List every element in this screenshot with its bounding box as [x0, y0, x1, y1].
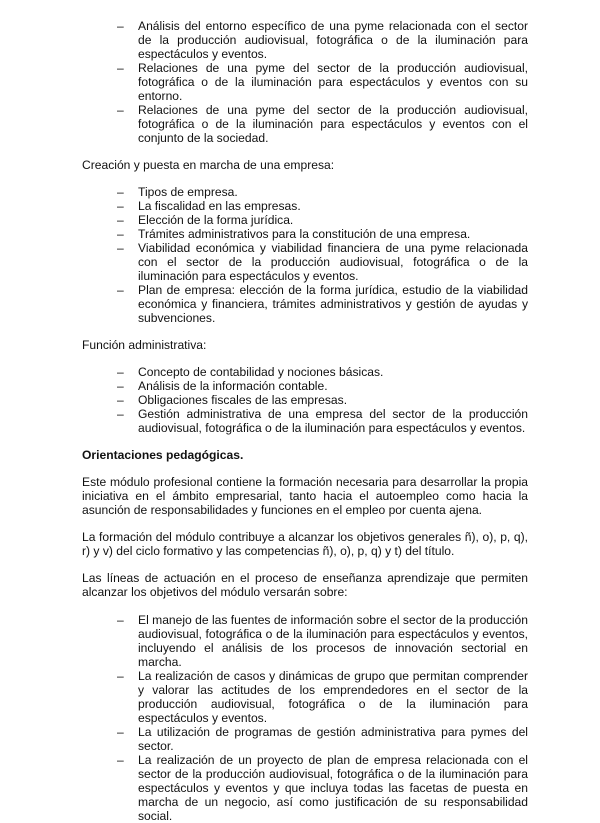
- orientaciones-heading: Orientaciones pedagógicas.: [82, 448, 244, 462]
- list-item: [82, 213, 528, 227]
- list-item: [82, 185, 528, 199]
- list-item: [82, 19, 528, 61]
- dash-bullet: –: [117, 61, 124, 75]
- dash-bullet: –: [117, 19, 124, 33]
- dash-bullet: –: [117, 407, 124, 421]
- list-item: [82, 227, 528, 241]
- dash-bullet: –: [117, 185, 124, 199]
- paragraph-objetivos: La formación del módulo contribuye a alcanzar los objetivos generales ñ), o), p, q), r) y v) del ciclo formativo y las competencias ñ), o), p, q) y t) del título.: [82, 530, 528, 558]
- list-item: [82, 753, 528, 823]
- list-item-text: Análisis de la información contable.: [138, 379, 328, 393]
- section-title-funcion-administrativa: Función administrativa:: [82, 338, 207, 352]
- document-page: [82, 19, 528, 823]
- list-item: [82, 283, 528, 325]
- list-item-text: Relaciones de una pyme del sector de la producción audiovisual, fotográfica o de la iluminación para espectáculos y eventos con su entorno.: [138, 61, 528, 103]
- dash-bullet: –: [117, 283, 124, 297]
- list-item-text: La fiscalidad en las empresas.: [138, 199, 301, 213]
- dash-bullet: –: [117, 103, 124, 117]
- list-item-text: Gestión administrativa de una empresa del sector de la producción audiovisual, fotográfica o de la iluminación para espectáculos y eventos.: [138, 407, 528, 435]
- list-item-text: La utilización de programas de gestión administrativa para pymes del sector.: [138, 725, 528, 753]
- dash-bullet: –: [117, 379, 124, 393]
- paragraph-lineas: Las líneas de actuación en el proceso de enseñanza aprendizaje que permiten alcanzar los objetivos del módulo versarán sobre:: [82, 571, 528, 599]
- list-item: [82, 725, 528, 753]
- dash-bullet: –: [117, 213, 124, 227]
- list-item-text: Plan de empresa: elección de la forma jurídica, estudio de la viabilidad económica y financiera, trámites administrativos y gestión de ayudas y subvenciones.: [138, 283, 528, 325]
- list-item: [82, 379, 528, 393]
- list-item-text: Trámites administrativos para la constitución de una empresa.: [138, 227, 471, 241]
- dash-bullet: –: [117, 725, 124, 739]
- list-item: [82, 407, 528, 435]
- list-item: [82, 199, 528, 213]
- list-item-text: Viabilidad económica y viabilidad financiera de una pyme relacionada con el sector de la producción audiovisual, fotográfica o de la iluminación para espectáculos y eventos.: [138, 241, 528, 283]
- list-item-text: El manejo de las fuentes de información sobre el sector de la producción audiovisual, fotográfica o de la iluminación para espectáculos y eventos, incluyendo el análisis de los procesos de innovación sectorial en marcha.: [138, 613, 528, 669]
- list-item-text: Análisis del entorno específico de una pyme relacionada con el sector de la producción audiovisual, fotográfica o de la iluminación para espectáculos y eventos.: [138, 19, 528, 61]
- list-item-text: Obligaciones fiscales de las empresas.: [138, 393, 348, 407]
- dash-bullet: –: [117, 241, 124, 255]
- dash-bullet: –: [117, 393, 124, 407]
- list-item-text: Tipos de empresa.: [138, 185, 238, 199]
- paragraph-intro: Este módulo profesional contiene la formación necesaria para desarrollar la propia iniciativa en el ámbito empresarial, tanto hacia el autoempleo como hacia la asunción de responsabilidades y funciones en el empleo por cuenta ajena.: [82, 475, 528, 517]
- dash-bullet: –: [117, 365, 124, 379]
- list-item-text: Relaciones de una pyme del sector de la producción audiovisual, fotográfica o de la iluminación para espectáculos y eventos con el conjunto de la sociedad.: [138, 103, 528, 145]
- list-item: [82, 669, 528, 725]
- list-funcion-administrativa: [82, 365, 528, 435]
- dash-bullet: –: [117, 199, 124, 213]
- list-item: [82, 241, 528, 283]
- list-item: [82, 613, 528, 669]
- list-item-text: La realización de un proyecto de plan de empresa relacionada con el sector de la producción audiovisual, fotográfica o de la iluminación para espectáculos y eventos y que incluya todas las facetas de puesta en marcha de un negocio, así como justificación de su responsabilidad social.: [138, 753, 528, 823]
- list-lineas-actuacion: [82, 613, 528, 823]
- dash-bullet: –: [117, 753, 124, 767]
- list-item: [82, 365, 528, 379]
- list-item: [82, 393, 528, 407]
- list-item-text: Concepto de contabilidad y nociones básicas.: [138, 365, 384, 379]
- dash-bullet: –: [117, 669, 124, 683]
- list-item-text: La realización de casos y dinámicas de grupo que permitan comprender y valorar las actitudes de los emprendedores en el sector de la producción audiovisual, fotográfica o de la iluminación para espectáculos y eventos.: [138, 669, 528, 725]
- section-title-creacion: Creación y puesta en marcha de una empresa:: [82, 158, 335, 172]
- dash-bullet: –: [117, 227, 124, 241]
- list-entorno: [82, 19, 528, 145]
- dash-bullet: –: [117, 613, 124, 627]
- list-item: [82, 103, 528, 145]
- list-item: [82, 61, 528, 103]
- list-creacion: [82, 185, 528, 325]
- list-item-text: Elección de la forma jurídica.: [138, 213, 294, 227]
